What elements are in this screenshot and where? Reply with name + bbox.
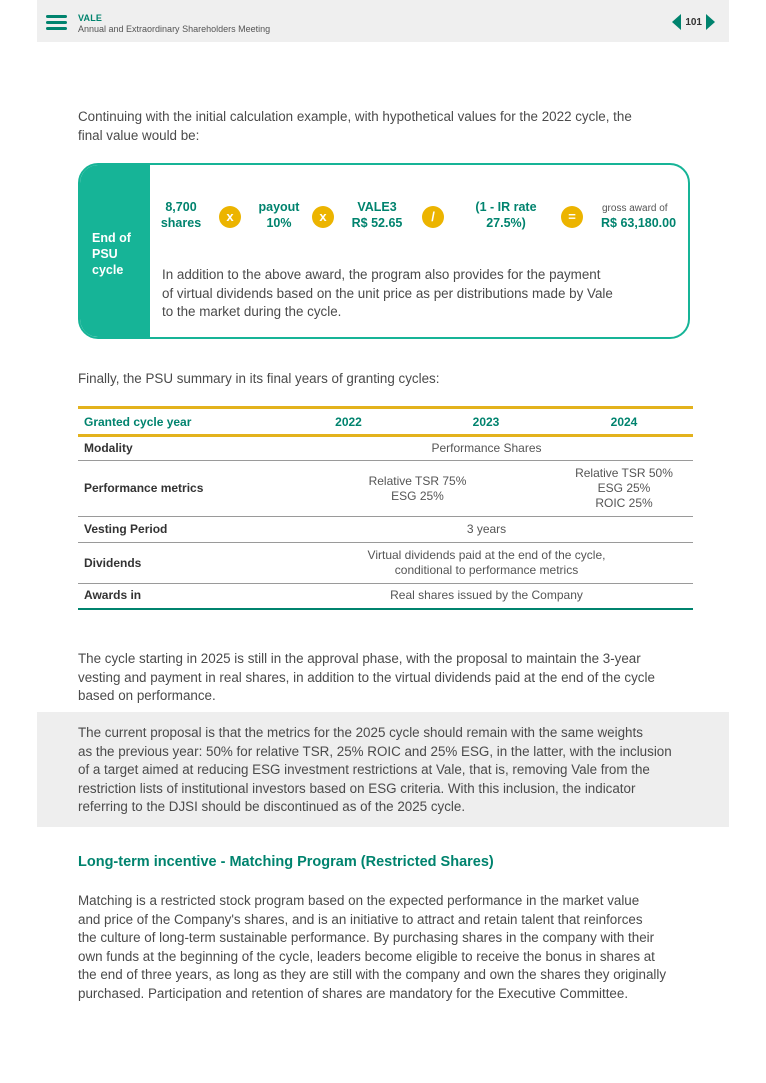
header-2024: 2024 (555, 408, 693, 436)
row-label: Performance metrics (78, 461, 280, 517)
row-value (280, 461, 555, 517)
side-label-line: End of (92, 231, 131, 245)
divide-icon: / (422, 206, 444, 228)
row-value: Performance Shares (280, 436, 693, 461)
text-line: to the market during the cycle. (162, 304, 342, 319)
document-subtitle: Annual and Extraordinary Shareholders Meeting (78, 24, 271, 34)
psu-summary-table (78, 406, 693, 610)
previous-page-icon[interactable] (672, 14, 681, 30)
table-row (78, 543, 693, 584)
row-value (555, 461, 693, 517)
term-line: payout (258, 200, 300, 214)
text-line: own funds at the beginning of the cycle, leaders become eligible to receive the bonus in shares at (78, 948, 655, 964)
psu-calculation-box (78, 163, 690, 339)
row-value: Real shares issued by the Company (280, 584, 693, 609)
term-line: shares (160, 215, 202, 230)
term-line: (1 - IR rate (475, 200, 537, 214)
page-number: 101 (685, 16, 702, 28)
text-line: referring to the DJSI should be discontinued as of the 2025 cycle. (78, 799, 466, 814)
header-2023: 2023 (417, 408, 555, 436)
text-line: the culture of long-term sustainable performance. By purchasing shares in the company with their (78, 930, 655, 945)
row-label: Modality (78, 436, 280, 461)
side-label-line: PSU (92, 247, 118, 261)
text-line: Continuing with the initial calculation example, with hypothetical values for the 2022 cycle, the (78, 109, 632, 124)
header-bar (37, 0, 729, 42)
table-row (78, 461, 693, 517)
cell-line: ESG 25% (597, 481, 651, 495)
section-title: Long-term incentive - Matching Program (Restricted Shares) (78, 854, 494, 870)
company-title: VALE (78, 13, 103, 23)
text-line: The cycle starting in 2025 is still in the approval phase, with the proposal to maintain the 3-year (78, 651, 641, 666)
term-line: 8,700 (165, 200, 197, 214)
row-value (280, 543, 693, 584)
gross-award-value: R$ 63,180.00 (601, 216, 677, 230)
text-line: Matching is a restricted stock program based on the expected performance in the market value (78, 893, 640, 908)
term-line: 10% (266, 215, 292, 230)
cell-line: Virtual dividends paid at the end of the cycle, (367, 548, 606, 562)
proposal-paragraph (78, 724, 672, 817)
term-line: 27.5%) (486, 215, 526, 230)
term-line: R$ 52.65 (351, 215, 403, 230)
matching-paragraph (78, 892, 666, 1003)
multiply-icon: x (312, 206, 334, 228)
header-granted-cycle-year: Granted cycle year (78, 408, 280, 436)
cycle-2025-paragraph (78, 650, 655, 706)
payout-term (252, 200, 306, 231)
text-line: restriction lists of institutional investors based on ESG criteria. With this inclusion, the indicator (78, 780, 636, 796)
header-2022: 2022 (280, 408, 417, 436)
text-line: the end of three years, as long as they are still with the company and own the shares they originally (78, 967, 667, 982)
pager (672, 14, 715, 30)
term-line: VALE3 (357, 200, 397, 214)
cell-line: ROIC 25% (595, 496, 653, 510)
text-line: of a target aimed at reducing ESG investment restrictions at Vale, that is, removing Vale from the (78, 762, 650, 777)
row-value: 3 years (280, 517, 693, 543)
table-row (78, 436, 693, 461)
menu-icon[interactable] (46, 15, 67, 31)
cell-line: ESG 25% (391, 488, 444, 503)
text-line: as the previous year: 50% for relative TSR, 25% ROIC and 25% ESG, in the latter, with the inclusion (78, 743, 672, 759)
table-row (78, 584, 693, 609)
text-line: final value would be: (78, 127, 200, 143)
side-label-line: cycle (92, 263, 124, 277)
psu-side-label (80, 165, 150, 337)
summary-intro: Finally, the PSU summary in its final years of granting cycles: (78, 371, 440, 386)
cell-line: conditional to performance metrics (394, 563, 579, 577)
row-label: Dividends (78, 543, 280, 584)
psu-note (162, 266, 642, 322)
text-line: In addition to the above award, the program also provides for the payment (162, 267, 601, 282)
next-page-icon[interactable] (706, 14, 715, 30)
table-row (78, 517, 693, 543)
shares-term (160, 200, 202, 231)
text-line: of virtual dividends based on the unit price as per distributions made by Vale (162, 285, 613, 301)
ir-rate-term (470, 200, 542, 231)
intro-paragraph (78, 108, 632, 145)
cell-line: Relative TSR 50% (575, 466, 673, 480)
text-line: The current proposal is that the metrics for the 2025 cycle should remain with the same weights (78, 725, 643, 740)
cell-line: Relative TSR 75% (368, 473, 467, 488)
text-line: based on performance. (78, 688, 216, 703)
table-header-row (78, 408, 693, 436)
text-line: purchased. Participation and retention of shares are mandatory for the Executive Committee. (78, 985, 629, 1001)
text-line: vesting and payment in real shares, in addition to the virtual dividends paid at the end of the cycle (78, 669, 655, 685)
row-label: Vesting Period (78, 517, 280, 543)
equals-icon: = (561, 206, 583, 228)
text-line: and price of the Company's shares, and is an initiative to attract and retain talent that reinforces (78, 911, 643, 927)
vale3-price-term (346, 200, 408, 231)
gross-award-label: gross award of (602, 203, 668, 214)
row-label: Awards in (78, 584, 280, 609)
multiply-icon: x (219, 206, 241, 228)
